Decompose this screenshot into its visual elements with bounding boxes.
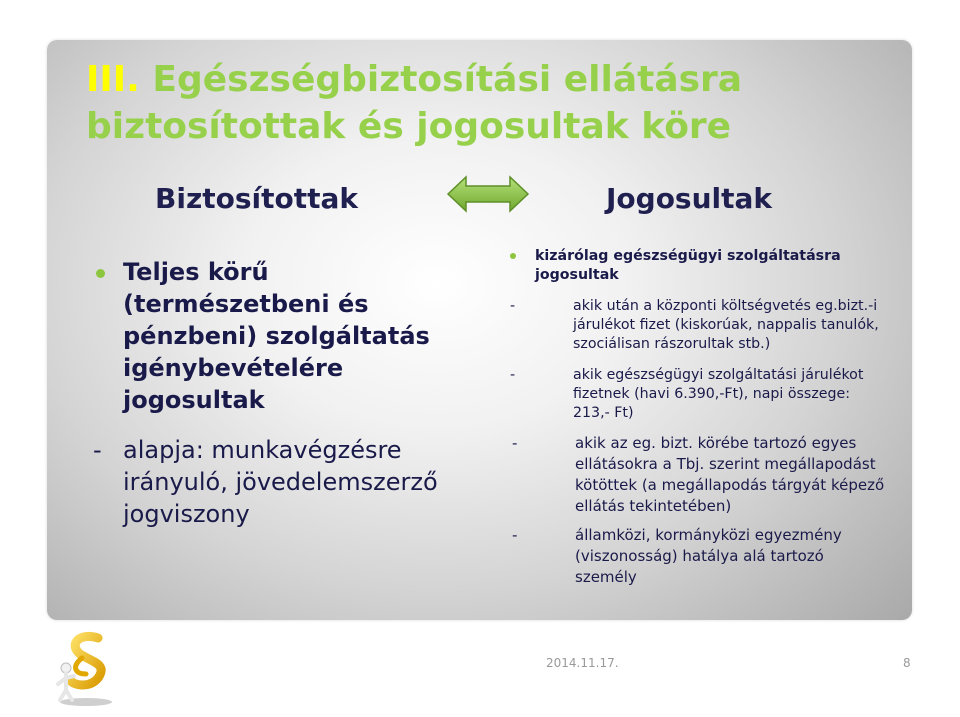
- list-item-text: akik után a központi költségvetés eg.bizt.-i járulékot fizet (kiskorúak, nappalis tanulók, szociálisan rászorultak stb.): [573, 298, 879, 352]
- bullet-dot-icon: [510, 253, 516, 259]
- paragraph-figure-logo: [52, 628, 122, 708]
- dash-marker: -: [512, 434, 518, 452]
- heading-jogosultak: Jogosultak: [606, 182, 773, 215]
- list-item-text: államközi, kormányközi egyezmény (viszonosság) hatálya alá tartozó személy: [575, 526, 842, 586]
- left-main-text: Teljes körű (természetbeni és pénzbeni) szolgáltatás igénybevételére jogosultak: [123, 258, 430, 414]
- dash-marker: -: [512, 526, 518, 544]
- title-text: Egészségbiztosítási ellátásra biztosítottak és jogosultak köre: [86, 59, 743, 147]
- left-main-bullet: [93, 256, 483, 416]
- list-item: [508, 366, 888, 423]
- dash-marker: -: [510, 367, 516, 383]
- bullet-dot-icon: [96, 269, 105, 278]
- footer-date: 2014.11.17.: [546, 656, 619, 670]
- left-sub-item: [93, 434, 483, 530]
- left-sub-text: alapja: munkavégzésre irányuló, jövedelemszerző jogviszony: [123, 436, 438, 528]
- page-number: 8: [903, 656, 911, 670]
- right-column: [508, 247, 888, 588]
- list-item: [508, 525, 888, 588]
- right-intro-bullet: [535, 247, 888, 285]
- list-item-text: akik egészségügyi szolgáltatási járulékot fizetnek (havi 6.390,-Ft), napi összege: 213,- Ft): [573, 367, 864, 421]
- left-column: [93, 256, 483, 530]
- list-item-text: akik az eg. bizt. körébe tartozó egyes ellátásokra a Tbj. szerint megállapodást kötöttek (a megállapodás tárgyát képező ellátás tekintetében): [575, 434, 885, 515]
- double-arrow-icon: [446, 174, 530, 214]
- slide-title: [86, 56, 886, 150]
- list-item: [508, 433, 888, 517]
- title-number: III.: [86, 59, 140, 100]
- list-item: [508, 297, 888, 354]
- dash-marker: -: [510, 298, 516, 314]
- right-intro-text: kizárólag egészségügyi szolgáltatásra jogosultak: [535, 248, 841, 283]
- dash-marker: -: [93, 436, 102, 464]
- heading-biztositottak: Biztosítottak: [155, 182, 359, 215]
